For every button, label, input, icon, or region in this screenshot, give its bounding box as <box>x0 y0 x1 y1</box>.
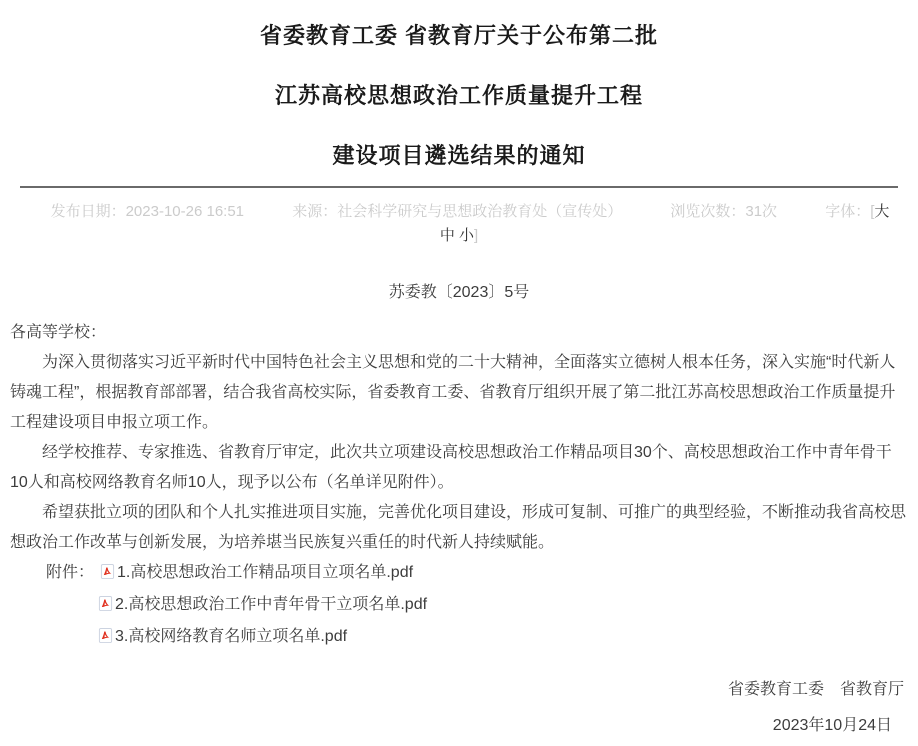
paragraph-1: 为深入贯彻落实习近平新时代中国特色社会主义思想和党的二十大精神，全面落实立德树人根本任务，深入实施“时代新人铸魂工程”，根据教育部部署，结合我省高校实际，省委教育工委、省教育厅组织开展了第二批江苏高校思想政治工作质量提升工程建设项目申报立项工作。 <box>10 354 896 431</box>
font-large-button[interactable]: 大 <box>874 203 890 220</box>
signature-date: 2023年10月24日 <box>772 717 892 734</box>
page-title-line1: 省委教育工委 省教育厅关于公布第二批 <box>259 23 659 48</box>
signature-block <box>0 672 918 744</box>
font-medium-button[interactable]: 中 <box>439 227 455 244</box>
publish-date: 发布日期：2023-10-26 16:51 <box>50 203 245 220</box>
pdf-icon <box>98 592 113 622</box>
attachment-link-2[interactable]: 2.高校思想政治工作中青年骨干立项名单.pdf <box>115 596 428 613</box>
attachment-row-1 <box>10 558 908 590</box>
pdf-icon <box>100 560 115 590</box>
article-body <box>0 318 918 654</box>
attachment-row-2 <box>10 590 908 622</box>
salutation: 各高等学校： <box>10 324 107 341</box>
paragraph-3: 希望获批立项的团队和个人扎实推进项目实施，完善优化项目建设，形成可复制、可推广的典型经验，不断推动我省高校思想政治工作改革与创新发展，为培养堪当民族复兴重任的时代新人持续赋能。 <box>10 504 907 551</box>
pdf-icon <box>98 624 113 654</box>
attachment-link-1[interactable]: 1.高校思想政治工作精品项目立项名单.pdf <box>117 564 414 581</box>
paragraph-2: 经学校推荐、专家推选、省教育厅审定，此次共立项建设高校思想政治工作精品项目30个、高校思想政治工作中青年骨干10人和高校网络教育名师10人，现予以公布（名单详见附件）。 <box>10 444 892 491</box>
page-title-line3: 建设项目遴选结果的通知 <box>332 143 586 168</box>
attachment-link-3[interactable]: 3.高校网络教育名师立项名单.pdf <box>115 628 348 645</box>
article-meta <box>0 188 918 248</box>
font-size-label: 字体：[ <box>825 203 875 220</box>
article-title <box>0 0 918 186</box>
source: 来源：社会科学研究与思想政治教育处（宣传处） <box>292 203 623 220</box>
font-size-bracket-close: ] <box>474 227 479 244</box>
page-title-line2: 江苏高校思想政治工作质量提升工程 <box>274 83 643 108</box>
attachments-label: 附件： <box>46 564 95 581</box>
attachment-row-3 <box>10 622 908 654</box>
doc-number: 苏委教〔2023〕5号 <box>388 284 530 301</box>
font-small-button[interactable]: 小 <box>459 227 475 244</box>
meta-line2 <box>0 224 918 248</box>
signature-org: 省委教育工委 省教育厅 <box>727 681 904 698</box>
meta-line1 <box>0 200 918 224</box>
view-count: 浏览次数：31次 <box>670 203 778 220</box>
